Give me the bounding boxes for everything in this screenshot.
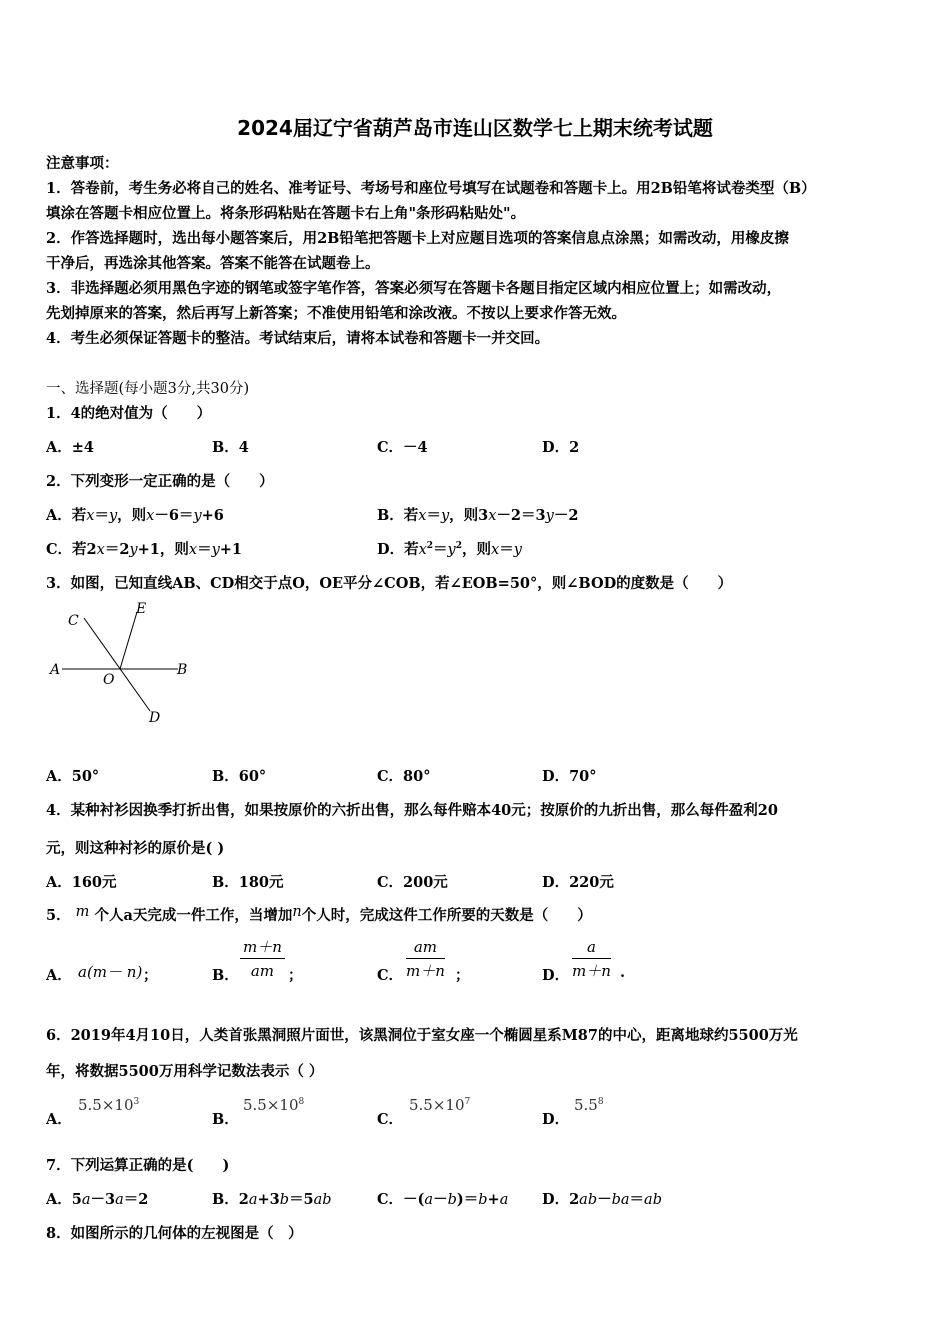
q6-option-b: $5.5\times 10^8$	[243, 1096, 305, 1114]
q5-option-a-end: ；	[143, 967, 158, 984]
label-a: A	[50, 662, 61, 678]
q6-option-a-label: A．	[46, 1111, 72, 1128]
q3-option-a: A．50°	[46, 768, 100, 785]
q4-option-b: B．180元	[212, 874, 284, 891]
q5-option-a: a(m－ n)	[78, 963, 143, 981]
note-line: 1．答卷前，考生务必将自己的姓名、准考证号、考场号和座位号填写在试题卷和答题卡上。用2B铅笔将试卷类型（B）	[46, 180, 816, 197]
q3-option-b: B．60°	[212, 768, 267, 785]
q4-option-c: C．200元	[377, 874, 448, 891]
note-line: 先划掉原来的答案，然后再写上新答案；不准使用铅笔和涂改液。不按以上要求作答无效。	[46, 305, 626, 322]
q7-stem: 7．下列运算正确的是( )	[46, 1157, 230, 1174]
q6-option-d-label: D．	[542, 1111, 570, 1128]
ray-oe	[120, 612, 137, 669]
q5-option-c-label: C．	[377, 967, 404, 984]
q6-option-d: $5.5^8$	[574, 1096, 604, 1114]
q3-option-c: C．80°	[377, 768, 431, 785]
label-c: C	[68, 613, 79, 629]
q7-option-a: A．5a－3a＝2	[46, 1191, 149, 1208]
q5-option-b-end: ；	[288, 967, 303, 984]
q5-option-d-end: .	[620, 964, 626, 981]
label-e: E	[136, 601, 147, 617]
q3-option-d: D．70°	[542, 768, 597, 785]
q1-option-b: B．4	[212, 439, 249, 456]
q3-figure	[40, 598, 200, 728]
q8-stem: 8．如图所示的几何体的左视图是（ ）	[46, 1225, 303, 1242]
q4-option-d: D．220元	[542, 874, 614, 891]
note-line: 4．考生必须保证答题卡的整洁。考试结束后，请将本试卷和答题卡一并交回。	[46, 330, 550, 347]
q4-stem-line1: 4．某种衬衫因换季打折出售，如果按原价的六折出售，那么每件赔本40元；按原价的九折出售，那么每件盈利20	[46, 802, 778, 819]
note-line: 3．非选择题必须用黑色字迹的钢笔或签字笔作答，答案必须写在答题卡各题目指定区域内相应位置上；如需改动，	[46, 280, 782, 297]
q6-stem-line2: 年，将数据5500万用科学记数法表示（ ）	[46, 1063, 324, 1080]
numerator: am	[406, 936, 445, 959]
notes-heading: 注意事项：	[46, 155, 119, 172]
q1-stem: 1．4的绝对值为（ ）	[46, 405, 212, 422]
q6-option-a: $5.5\times 10^3$	[78, 1096, 140, 1114]
page-title: 2024届辽宁省葫芦岛市连山区数学七上期末统考试题	[237, 116, 713, 140]
q2-stem: 2．下列变形一定正确的是（ ）	[46, 473, 274, 490]
q7-option-d: D．2ab－ba＝ab	[542, 1191, 662, 1208]
q5-option-a-label: A．	[46, 967, 72, 984]
q7-option-c: C．－(a－b)＝b+a	[377, 1191, 509, 1208]
q4-option-a: A．160元	[46, 874, 117, 891]
q1-option-d: D．2	[542, 439, 580, 456]
q5-option-d-label: D．	[542, 967, 570, 984]
q6-option-b-label: B．	[212, 1111, 239, 1128]
q2-option-b: B．若x＝y，则3x－2＝3y－2	[377, 507, 579, 524]
denominator: m＋n	[572, 962, 611, 980]
q6-stem-line1: 6．2019年4月10日，人类首张黑洞照片面世，该黑洞位于室女座一个椭圆星系M87的中心，距离地球约5500万光	[46, 1027, 798, 1044]
q1-option-c: C．－4	[377, 439, 428, 456]
denominator: m＋n	[406, 962, 445, 980]
q5-stem: 5． m 个人a天完成一件工作，当增加n个人时，完成这件工作所要的天数是（ ）	[46, 904, 592, 924]
numerator: m＋n	[240, 936, 285, 959]
label-d: D	[149, 710, 161, 726]
section-heading: 一、选择题(每小题3分,共30分)	[46, 381, 250, 397]
line-cd	[84, 618, 150, 711]
q5-option-c-fraction	[406, 936, 445, 983]
numerator: a	[572, 936, 611, 959]
note-line: 干净后，再选涂其他答案。答案不能答在试题卷上。	[46, 255, 380, 272]
q2-option-a: A．若x＝y，则x－6＝y+6	[46, 507, 224, 524]
q6-option-c-label: C．	[377, 1111, 404, 1128]
q5-option-b-fraction	[240, 936, 285, 983]
q7-option-b: B．2a+3b＝5ab	[212, 1191, 332, 1208]
q2-option-c: C．若2x＝2y+1，则x＝y+1	[46, 541, 243, 558]
note-line: 2．作答选择题时，选出每小题答案后，用2B铅笔把答题卡上对应题目选项的答案信息点涂黑；如需改动，用橡皮擦	[46, 230, 789, 247]
note-line: 填涂在答题卡相应位置上。将条形码粘贴在答题卡右上角"条形码粘贴处"。	[46, 205, 526, 222]
q2-option-d: D．若$x^2=y^2$，则x＝y	[377, 541, 522, 558]
label-o: O	[103, 672, 115, 688]
q5-option-d-fraction	[572, 936, 611, 983]
q3-stem: 3．如图，已知直线AB、CD相交于点O，OE平分∠COB，若∠EOB=50°，则∠BOD的度数是（ ）	[46, 575, 733, 592]
label-b: B	[177, 662, 188, 678]
q5-option-c-end: ；	[455, 967, 470, 984]
q6-option-c: $5.5\times 10^7$	[409, 1096, 471, 1114]
q1-option-a: A．±4	[46, 439, 94, 456]
q5-option-b-label: B．	[212, 967, 239, 984]
denominator: am	[250, 962, 275, 980]
q4-stem-line2: 元，则这种衬衫的原价是( )	[46, 840, 225, 857]
